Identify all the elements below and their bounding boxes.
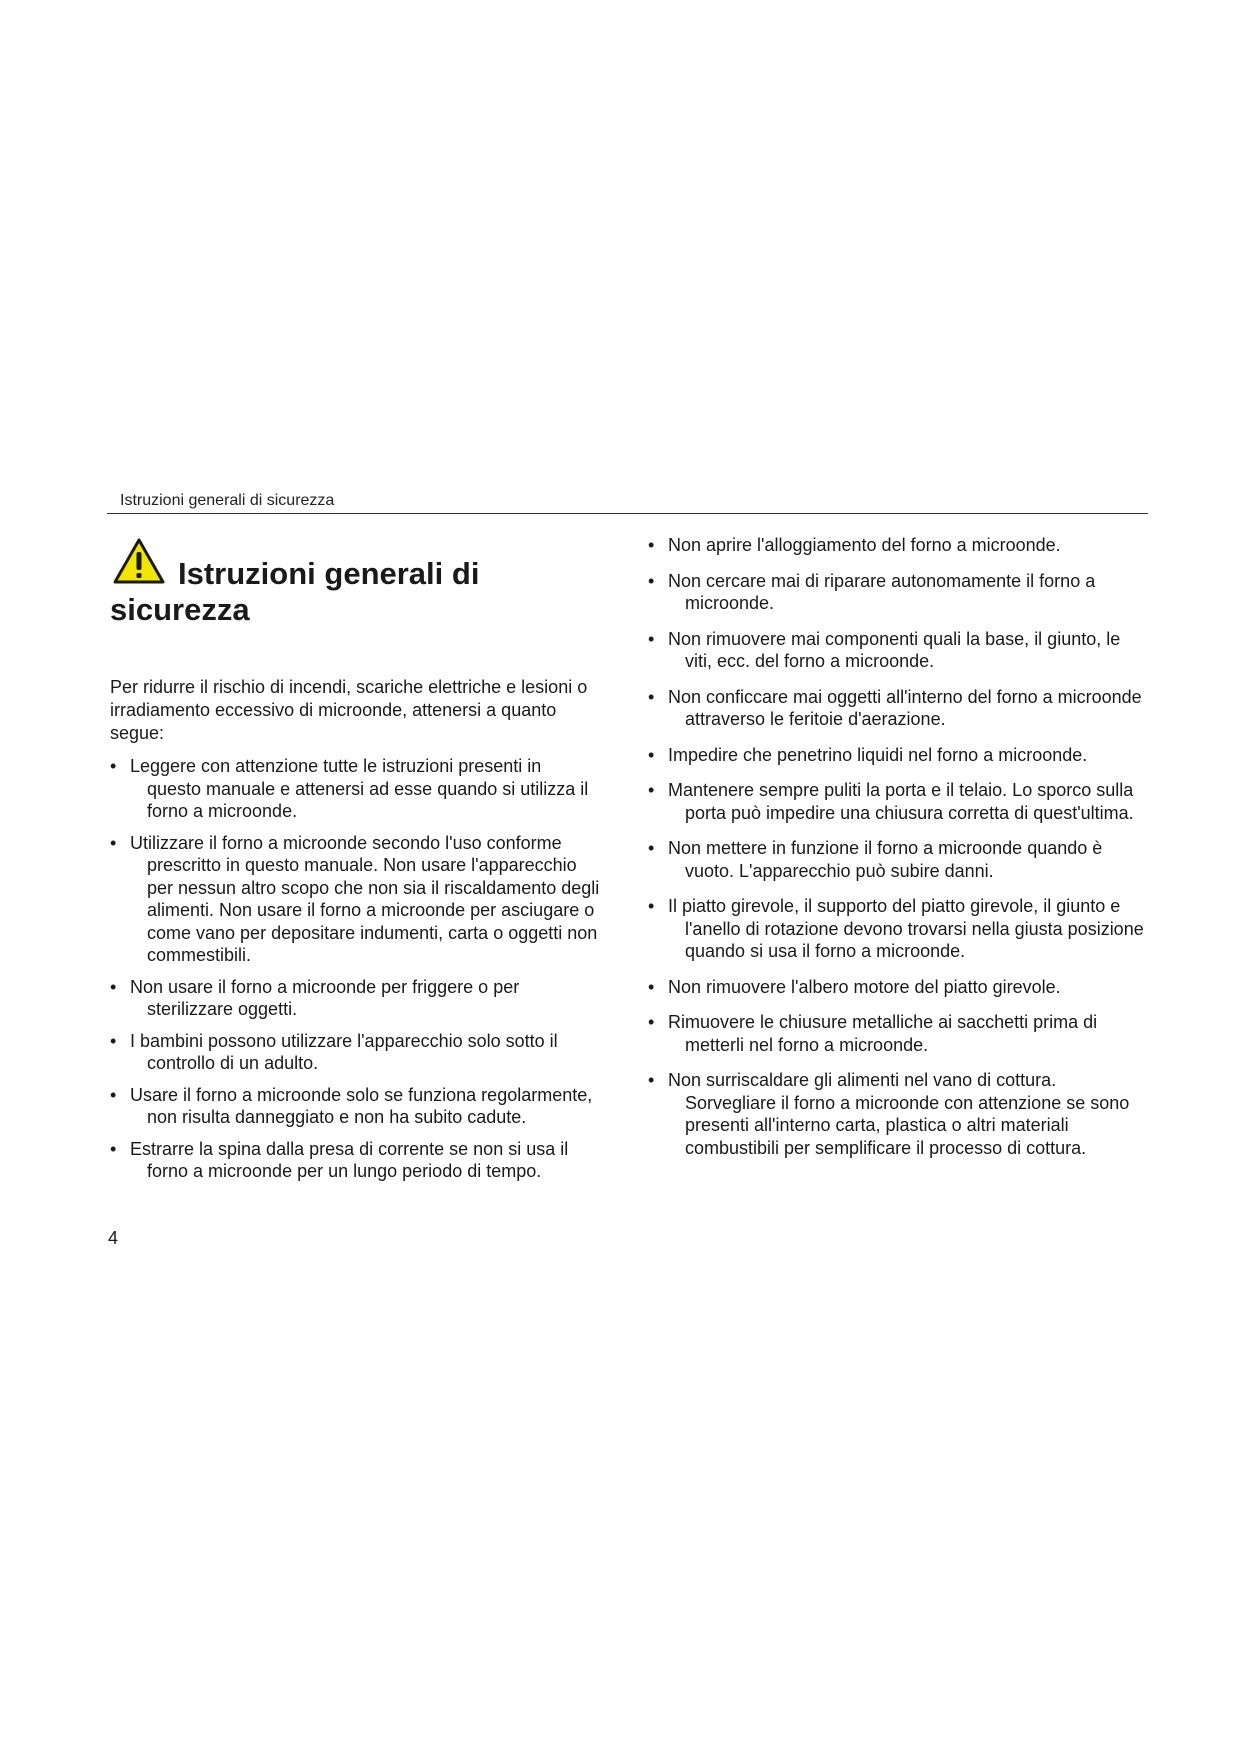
section-title-line1: Istruzioni generali di — [178, 556, 480, 591]
running-header: Istruzioni generali di sicurezza — [120, 492, 335, 509]
list-item: • Non mettere in funzione il forno a microonde quando è vuoto. L'apparecchio può subire danni. — [648, 837, 1148, 882]
left-bullet-list — [110, 755, 600, 1183]
list-item: • I bambini possono utilizzare l'apparecchio solo sotto il controllo di un adulto. — [110, 1030, 600, 1075]
list-item: • Il piatto girevole, il supporto del piatto girevole, il giunto e l'anello di rotazione devono trovarsi nella giusta posizione quando si usa il forno a microonde. — [648, 895, 1148, 963]
section-title-line2: sicurezza — [110, 592, 250, 627]
right-bullet-list — [648, 534, 1148, 1159]
right-column — [648, 534, 1148, 1172]
list-item: • Non rimuovere mai componenti quali la base, il giunto, le viti, ecc. del forno a microonde. — [648, 628, 1148, 673]
list-item: • Utilizzare il forno a microonde secondo l'uso conforme prescritto in questo manuale. Non usare l'apparecchio per nessun altro scopo che non sia il riscaldamento degli alimenti. Non usare il forno a microonde per asciugare o come vano per depositare indumenti, carta o oggetti non commestibili. — [110, 832, 600, 967]
list-item: • Non aprire l'alloggiamento del forno a microonde. — [648, 534, 1148, 557]
list-item: • Usare il forno a microonde solo se funziona regolarmente, non risulta danneggiato e non ha subito cadute. — [110, 1084, 600, 1129]
list-item: • Non usare il forno a microonde per friggere o per sterilizzare oggetti. — [110, 976, 600, 1021]
header-rule — [107, 513, 1148, 514]
list-item: • Rimuovere le chiusure metalliche ai sacchetti prima di metterli nel forno a microonde. — [648, 1011, 1148, 1056]
list-item: • Impedire che penetrino liquidi nel forno a microonde. — [648, 744, 1148, 767]
list-item: • Mantenere sempre puliti la porta e il telaio. Lo sporco sulla porta può impedire una chiusura corretta di quest'ultima. — [648, 779, 1148, 824]
section-title — [110, 556, 479, 628]
list-item: • Non rimuovere l'albero motore del piatto girevole. — [648, 976, 1148, 999]
list-item: • Non surriscaldare gli alimenti nel vano di cottura. Sorvegliare il forno a microonde con attenzione se sono presenti all'interno carta, plastica o altri materiali combustibili per semplificare il processo di cottura. — [648, 1069, 1148, 1159]
intro-paragraph: Per ridurre il rischio di incendi, scariche elettriche e lesioni o irradiamento eccessivo di microonde, attenersi a quanto segue: — [110, 677, 588, 743]
page-number: 4 — [108, 1228, 119, 1248]
list-item: • Estrarre la spina dalla presa di corrente se non si usa il forno a microonde per un lungo periodo di tempo. — [110, 1138, 600, 1183]
list-item: • Non cercare mai di riparare autonomamente il forno a microonde. — [648, 570, 1148, 615]
left-column — [110, 536, 600, 1192]
section-title-block — [110, 536, 600, 632]
list-item: • Leggere con attenzione tutte le istruzioni presenti in questo manuale e attenersi ad esse quando si utilizza il forno a microonde. — [110, 755, 600, 823]
list-item: • Non conficcare mai oggetti all'interno del forno a microonde attraverso le feritoie d'aerazione. — [648, 686, 1148, 731]
